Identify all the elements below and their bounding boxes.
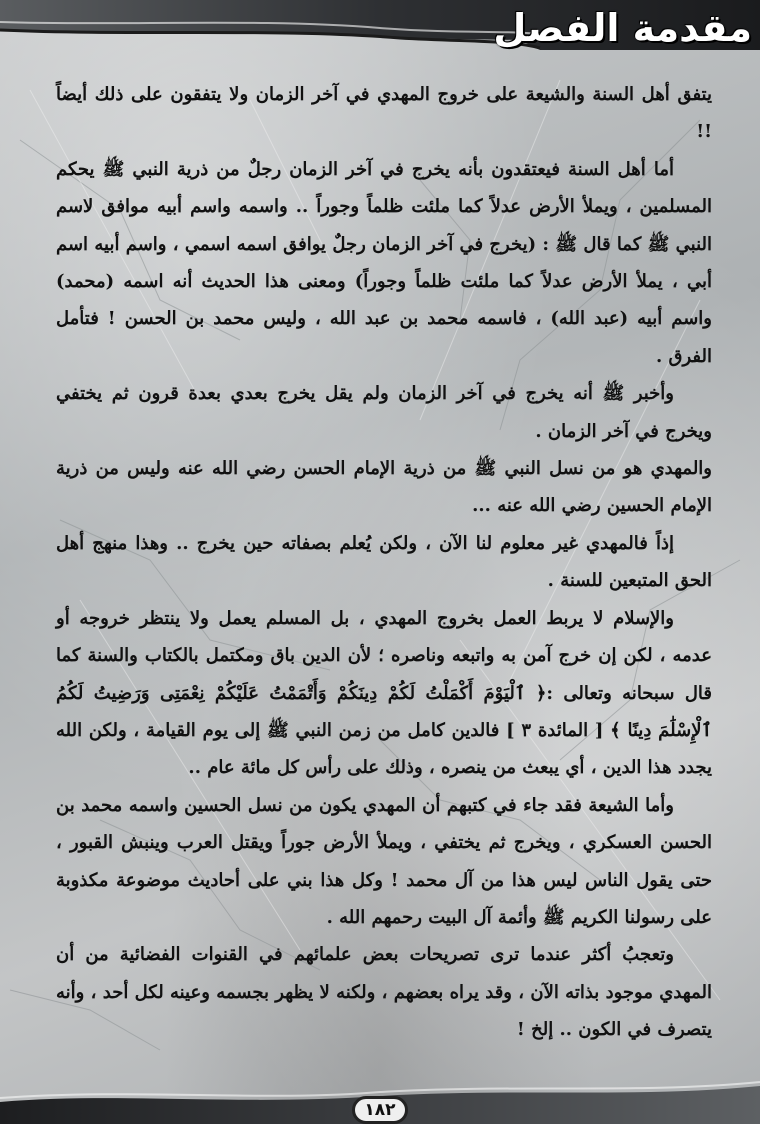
page-number-badge: ١٨٢	[352, 1096, 408, 1124]
body-text	[56, 76, 712, 1049]
chapter-title: مقدمة الفصل	[493, 6, 752, 50]
paragraph: وتعجبُ أكثر عندما ترى تصريحات بعض علمائهم في القنوات الفضائية من أن المهدي موجود بذاته الآن ، وقد يراه بعضهم ، ولكنه لا يظهر بجسمه وعينه لكل أحد ، وأنه يتصرف في الكون .. إلخ !	[56, 944, 712, 1041]
paragraph: أما أهل السنة فيعتقدون بأنه يخرج في آخر الزمان رجلٌ من ذرية النبي ﷺ يحكم المسلمين ، ويملأ الأرض عدلاً كما ملئت ظلماً وجوراً .. واسمه واسم أبيه موافق لاسم النبي ﷺ كما قال ﷺ : (يخرج في آخر الزمان رجلٌ يوافق اسمه اسمي ، واسم أبيه اسم أبي ، يملأ الأرض عدلاً كما ملئت ظلماً وجوراً) ومعنى هذا الحديث أنه اسمه (محمد) واسم أبيه (عبد الله) ، فاسمه محمد بن عبد الله ، وليس محمد بن الحسن ! فتأمل الفرق .	[56, 158, 712, 367]
paragraph: وأما الشيعة فقد جاء في كتبهم أن المهدي يكون من نسل الحسين واسمه محمد بن الحسن العسكري ، ويخرج ثم يختفي ، ويملأ الأرض جوراً ويقتل العرب وينبش القبور ، حتى يقول الناس ليس هذا من آل محمد ! وكل هذا بني على أحاديث موضوعة مكذوبة على رسولنا الكريم ﷺ وأئمة آل البيت رحمهم الله .	[56, 794, 712, 928]
paragraph: والإسلام لا يربط العمل بخروج المهدي ، بل المسلم يعمل ولا ينتظر خروجه أو عدمه ، لكن إن خرج آمن به واتبعه وناصره ؛ لأن الدين باق ومكتمل بالكتاب والسنة كما قال سبحانه وتعالى :﴿ ٱلْيَوْمَ أَكْمَلْتُ لَكُمْ دِينَكُمْ وَأَتْمَمْتُ عَلَيْكُمْ نِعْمَتِى وَرَضِيتُ لَكُمُ ٱلْإِسْلَٰمَ دِينًا ﴾ [ المائدة ٣ ] فالدين كامل من زمن النبي ﷺ إلى يوم القيامة ، ولكن الله يجدد هذا الدين ، أي يبعث من ينصره ، وذلك على رأس كل مائة عام ..	[56, 607, 713, 779]
paragraph: وأخبر ﷺ أنه يخرج في آخر الزمان ولم يقل يخرج بعدي بعدة قرون ثم يختفي ويخرج في آخر الزمان .	[56, 383, 712, 442]
paragraph: إذاً فالمهدي غير معلوم لنا الآن ، ولكن يُعلم بصفاته حين يخرج .. وهذا منهج أهل الحق المتبعين للسنة .	[56, 532, 712, 592]
paragraph: والمهدي هو من نسل النبي ﷺ من ذرية الإمام الحسن رضي الله عنه وليس من ذرية الإمام الحسين رضي الله عنه ...	[56, 458, 712, 517]
paragraph: يتفق أهل السنة والشيعة على خروج المهدي في آخر الزمان ولا يتفقون على ذلك أيضاً !!	[56, 84, 712, 143]
